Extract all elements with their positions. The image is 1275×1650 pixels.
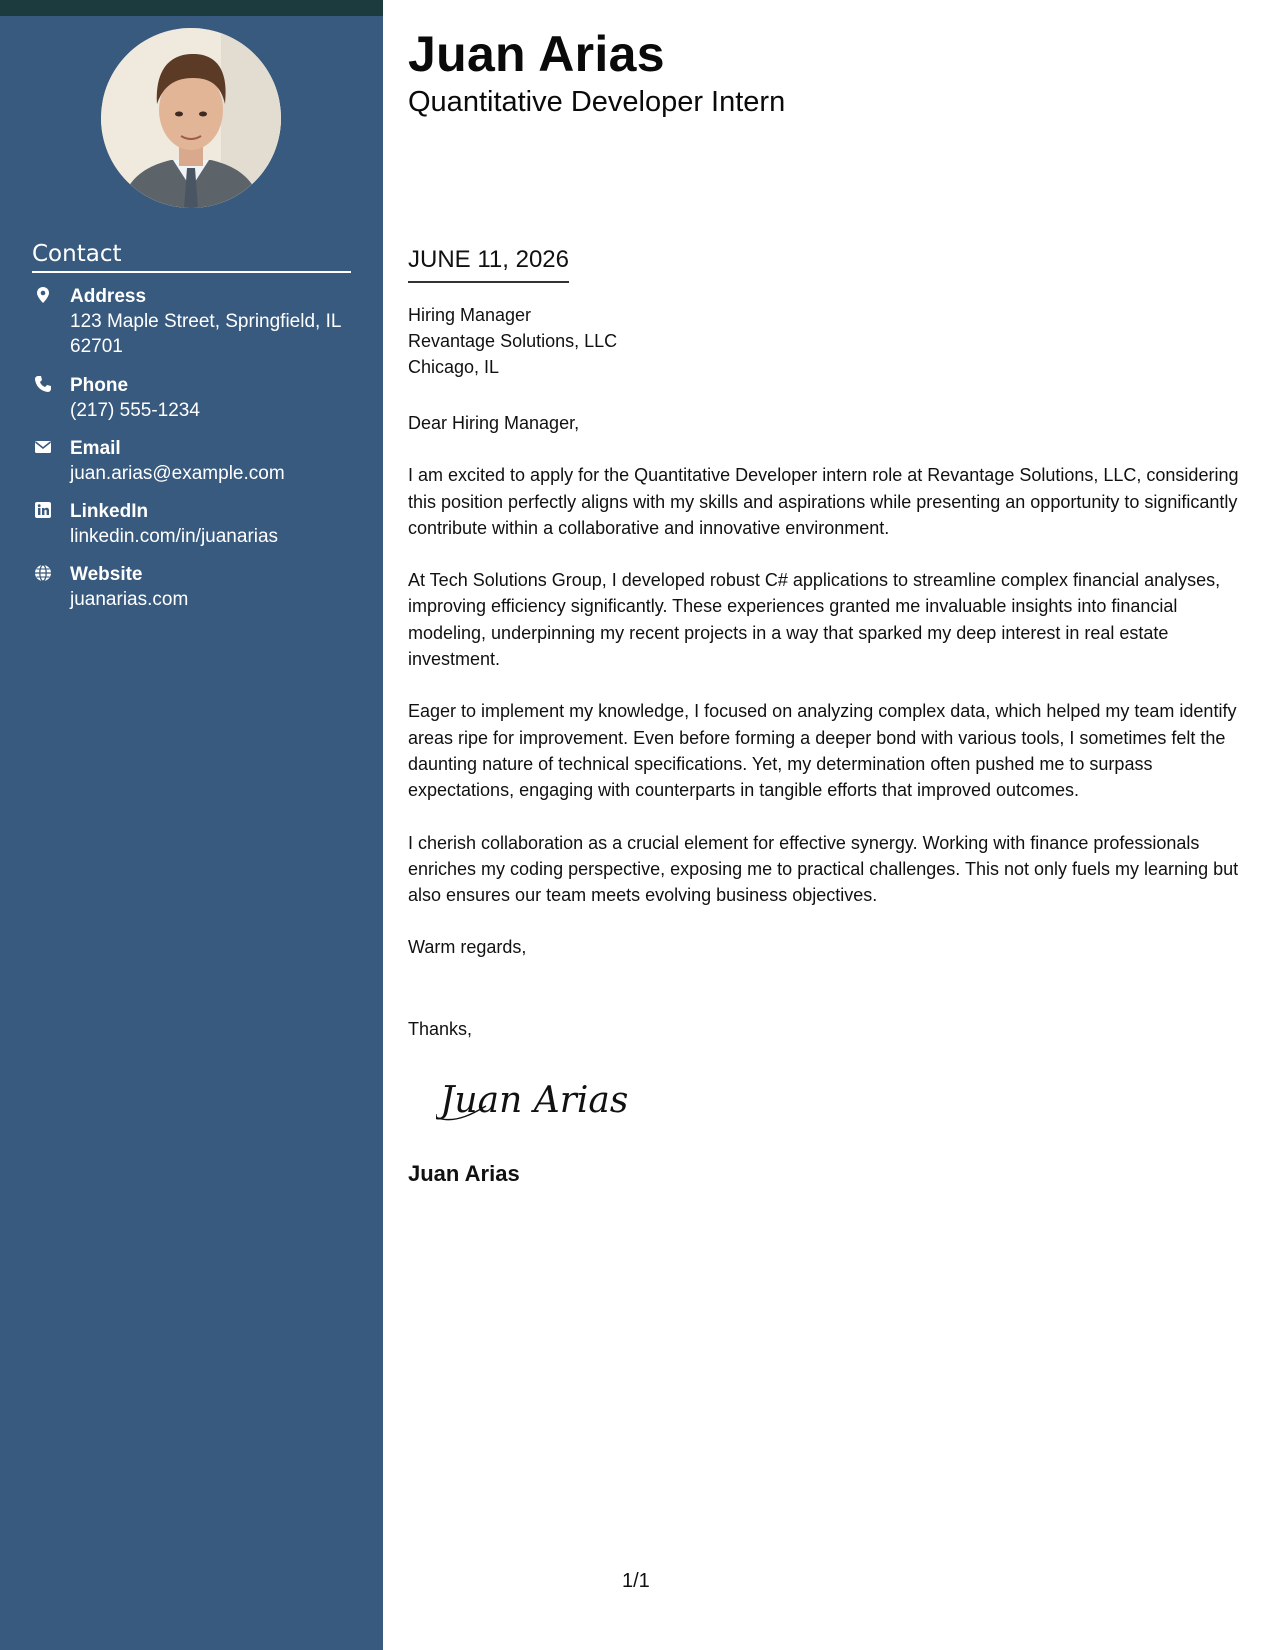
recipient-title: Hiring Manager — [408, 305, 532, 325]
phone-icon — [34, 375, 52, 393]
salutation: Dear Hiring Manager, — [408, 413, 580, 433]
sidebar-top-band — [0, 0, 383, 16]
website-value[interactable]: juanarias.com — [70, 589, 189, 610]
recipient-block — [408, 302, 617, 380]
email-value[interactable]: juan.arias@example.com — [70, 463, 285, 484]
contact-label: Email — [70, 438, 121, 459]
contact-label: LinkedIn — [70, 501, 149, 522]
body-paragraph: Eager to implement my knowledge, I focused on analyzing complex data, which helped my team identify areas ripe for improvement. Even before forming a deeper bond with various tools, I sometimes felt the daunting nature of technical specifications. Yet, my determination often pushed me to surpass expectations, engaging with counterparts in tangible efforts that improved outcomes. — [408, 701, 1237, 801]
contact-divider — [32, 271, 351, 273]
applicant-role: Quantitative Developer Intern — [408, 86, 786, 118]
sidebar — [0, 0, 383, 1650]
address-value: 123 Maple Street, Springfield, IL 62701 — [70, 311, 341, 357]
body-paragraph: I am excited to apply for the Quantitative Developer intern role at Revantage Solutions, LLC, considering this position perfectly aligns with my skills and aspirations while presenting an opportunity to significantly contribute within a collaborative and innovative environment. — [408, 465, 1239, 538]
location-pin-icon — [34, 286, 52, 304]
contact-heading: Contact — [32, 241, 122, 267]
signed-name: Juan Arias — [408, 1161, 520, 1186]
body-paragraph: I cherish collaboration as a crucial element for effective synergy. Working with finance professionals enriches my coding perspective, exposing me to practical challenges. This not only fuels my learning but also ensures our team meets evolving business objectives. — [408, 832, 1239, 906]
recipient-company: Revantage Solutions, LLC — [408, 331, 618, 351]
sign-off: Warm regards, — [408, 937, 527, 958]
letter-body — [408, 410, 1248, 987]
contact-label: Website — [70, 564, 143, 585]
globe-icon — [34, 564, 52, 582]
profile-photo — [101, 28, 281, 208]
avatar — [101, 28, 281, 208]
recipient-location: Chicago, IL — [408, 357, 500, 377]
contact-label: Phone — [70, 375, 129, 396]
contact-label: Address — [70, 286, 147, 307]
page-number: 1/1 — [622, 1570, 650, 1592]
letter-date: JUNE 11, 2026 — [408, 245, 569, 283]
linkedin-icon — [34, 501, 52, 519]
envelope-icon — [34, 438, 52, 456]
linkedin-value[interactable]: linkedin.com/in/juanarias — [70, 526, 279, 547]
body-paragraph: At Tech Solutions Group, I developed robust C# applications to streamline complex financial analyses, improving efficiency significantly. These experiences granted me invaluable insights into financial modeling, underpinning my recent projects in a way that sparked my deep interest in real estate investment. — [408, 570, 1221, 670]
handwritten-signature — [436, 1072, 656, 1132]
phone-value[interactable]: (217) 555-1234 — [70, 400, 200, 421]
signature-glyphs: Juan Arias — [440, 1080, 629, 1121]
thanks-line: Thanks, — [408, 1019, 473, 1039]
applicant-name: Juan Arias — [408, 26, 665, 82]
